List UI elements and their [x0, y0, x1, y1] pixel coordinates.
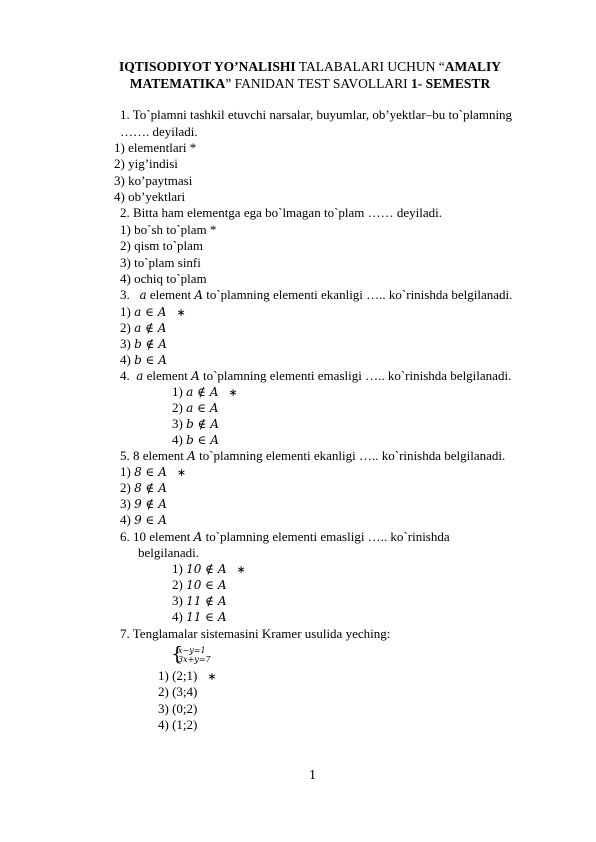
title-part-4: ” FANIDAN TEST SAVOLLARI	[225, 76, 412, 91]
page-number: 1	[309, 768, 316, 783]
equation-system	[171, 643, 211, 665]
equation-brace: {	[171, 643, 184, 665]
q6-option-1: 1) 10 ∉ A ∗	[172, 561, 246, 576]
q2-option-2: 2) qism to`plam	[120, 238, 204, 253]
q6-option-4: 4) 11 ∈ A	[172, 609, 227, 624]
q1-text: 1. To`plamni tashkil etuvchi narsalar, buyumlar, ob’yektlar–bu to`plamning	[120, 107, 513, 122]
correct-answer-mark: ∗	[228, 386, 238, 399]
q1-option-1: 1) elementlari *	[114, 140, 197, 155]
q1-text-cont: ……. deyiladi.	[120, 124, 198, 139]
title-part-1: IQTISODIYOT YO’NALISHI	[119, 59, 296, 74]
equation-2: 3x+y=7	[178, 655, 211, 664]
q5-option-1: 1) 8 ∈ A ∗	[120, 464, 187, 479]
q5-option-4: 4) 9 ∈ A	[120, 512, 167, 527]
q2-text: 2. Bitta ham elementga ega bo`lmagan to`plam …… deyiladi.	[120, 205, 443, 220]
q4-option-1: 1) a ∉ A ∗	[172, 384, 238, 399]
q7-option-4: 4) (1;2)	[158, 717, 198, 732]
title-part-5: 1- SEMESTR	[411, 76, 491, 91]
q1-option-2: 2) yig’indisi	[114, 156, 178, 171]
correct-answer-mark: ∗	[176, 306, 186, 319]
q6-text: 6. 10 element A to`plamning elementi emasligi ….. ko`rinishda	[120, 529, 450, 544]
q6-text-cont: belgilanadi.	[138, 545, 200, 560]
q3-text: 3. a element A to`plamning elementi ekanligi ….. ko`rinishda belgilanadi.	[120, 287, 513, 302]
correct-answer-mark: ∗	[236, 563, 246, 576]
q3-option-3: 3) b ∉ A	[120, 336, 167, 351]
q3-option-2: 2) a ∉ A	[120, 320, 167, 335]
page-title	[100, 58, 520, 92]
q6-option-3: 3) 11 ∉ A	[172, 593, 227, 608]
q5-option-2: 2) 8 ∉ A	[120, 480, 167, 495]
q7-option-1: 1) (2;1) ∗	[158, 668, 217, 683]
q3-option-1: 1) a ∈ A ∗	[120, 304, 186, 319]
q1-option-3: 3) ko’paytmasi	[114, 173, 193, 188]
q6-option-2: 2) 10 ∈ A	[172, 577, 227, 592]
q4-option-3: 3) b ∉ A	[172, 416, 219, 431]
q2-option-1: 1) bo`sh to`plam *	[120, 222, 217, 237]
q5-text: 5. 8 element A to`plamning elementi ekanligi ….. ko`rinishda belgilanadi.	[120, 448, 506, 463]
title-part-2: TALABALARI UCHUN “	[295, 59, 445, 74]
q2-option-3: 3) to`plam sinfi	[120, 255, 201, 270]
q4-option-4: 4) b ∈ A	[172, 432, 219, 447]
q5-option-3: 3) 9 ∉ A	[120, 496, 167, 511]
q7-text: 7. Tenglamalar sistemasini Kramer usulida yeching:	[120, 626, 391, 641]
q1-option-4: 4) ob’yektlari	[114, 189, 186, 204]
correct-answer-mark: ∗	[176, 466, 187, 479]
correct-answer-mark: ∗	[207, 670, 217, 683]
equation-1: x−y=1	[178, 646, 206, 655]
q7-option-3: 3) (0;2)	[158, 701, 198, 716]
q4-option-2: 2) a ∈ A	[172, 400, 219, 415]
q2-option-4: 4) ochiq to`plam	[120, 271, 207, 286]
title-part-3: AMALIY MATEMATIKA	[129, 59, 501, 91]
q3-option-4: 4) b ∈ A	[120, 352, 167, 367]
q7-option-2: 2) (3;4)	[158, 684, 198, 699]
q4-text: 4. a element A to`plamning elementi emasligi ….. ko`rinishda belgilanadi.	[120, 368, 512, 383]
